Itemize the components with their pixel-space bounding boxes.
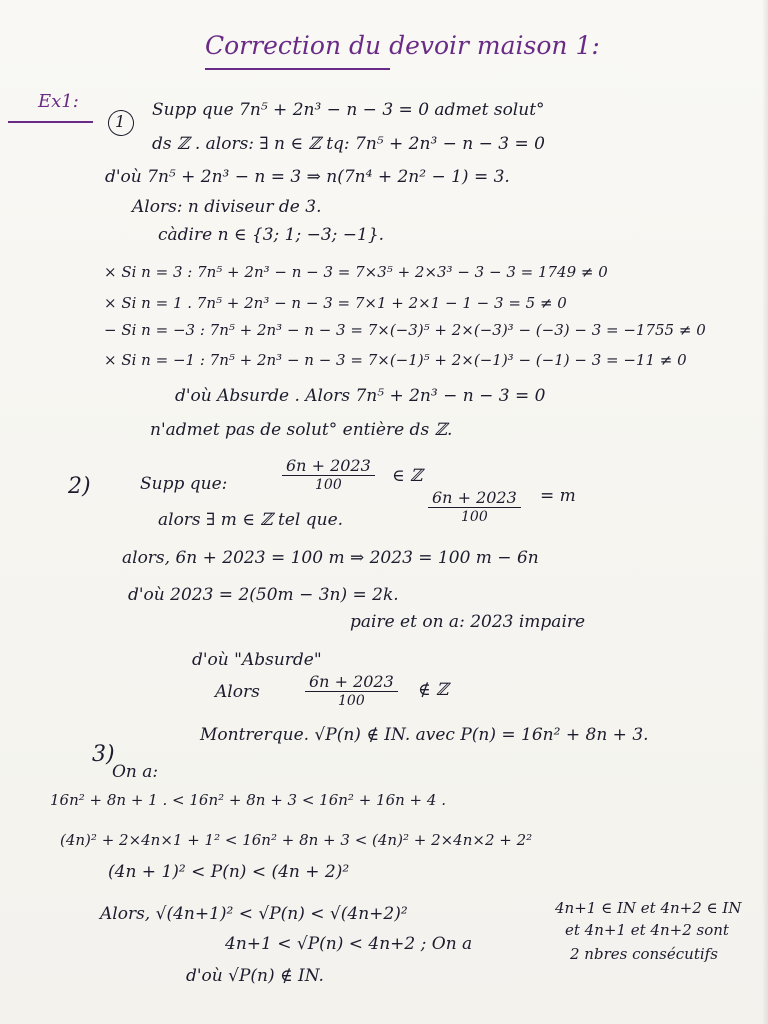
question-3-number: 3) [92, 742, 115, 767]
question-1-number: 1 [115, 112, 126, 131]
q3-line-6: Alors, √(4n+1)² < √P(n) < √(4n+2)² [100, 904, 408, 924]
page-edge-shadow [762, 0, 768, 1024]
q2-line-1-left: Supp que: [140, 474, 228, 494]
q1-line-1: Supp que 7n⁵ + 2n³ − n − 3 = 0 admet solut° [152, 100, 545, 120]
q2-line-4: d'où 2023 = 2(50m − 3n) = 2k. [128, 585, 399, 605]
q2-fraction-1-numerator: 6n + 2023 [282, 456, 375, 476]
q2-line-5: paire et on a: 2023 impaire [350, 612, 586, 632]
q2-line-2-left: alors ∃ m ∈ ℤ tel que. [158, 510, 344, 530]
q3-line-2: On a: [112, 762, 159, 782]
title-underline [205, 68, 390, 70]
q2-fraction-3 [305, 672, 398, 710]
q2-line-1-right: ∈ ℤ [392, 466, 423, 486]
q1-line-2: ds ℤ . alors: ∃ n ∈ ℤ tq: 7n⁵ + 2n³ − n − 3 = 0 [152, 134, 545, 154]
q3-side-note-1: 4n+1 ∈ IN et 4n+2 ∈ IN [555, 899, 742, 917]
page-title: Correction du devoir maison 1: [205, 31, 600, 60]
exercise-label: Ex1: [38, 91, 79, 112]
q3-side-note-3: 2 nbres consécutifs [570, 945, 718, 963]
q1-conclusion-2: n'admet pas de solut° entière ds ℤ. [150, 420, 453, 440]
q3-side-note-2: et 4n+1 et 4n+2 sont [565, 921, 729, 939]
q2-fraction-2-numerator: 6n + 2023 [428, 488, 521, 508]
q2-fraction-1-denominator: 100 [315, 477, 342, 493]
q2-line-3: alors, 6n + 2023 = 100 m ⇒ 2023 = 100 m − 6n [122, 548, 539, 568]
q3-line-5: (4n + 1)² < P(n) < (4n + 2)² [108, 862, 350, 882]
q3-line-7: 4n+1 < √P(n) < 4n+2 ; On a [225, 934, 473, 954]
q3-line-4: (4n)² + 2×4n×1 + 1² < 16n² + 8n + 3 < (4n)² + 2×4n×2 + 2² [60, 831, 533, 849]
q1-line-5: càdire n ∈ {3; 1; −3; −1}. [158, 225, 385, 245]
question-2-number: 2) [68, 474, 91, 499]
q1-case-3: − Si n = −3 : 7n⁵ + 2n³ − n − 3 = 7×(−3)⁵ + 2×(−3)³ − (−3) − 3 = −1755 ≠ 0 [104, 321, 706, 339]
q2-fraction-2-denominator: 100 [461, 509, 488, 525]
q2-fraction-1 [282, 456, 375, 494]
q3-line-8: d'où √P(n) ∉ IN. [186, 966, 324, 986]
q1-case-1: × Si n = 3 : 7n⁵ + 2n³ − n − 3 = 7×3⁵ + 2×3³ − 3 − 3 = 1749 ≠ 0 [104, 263, 608, 281]
q1-line-4: Alors: n diviseur de 3. [132, 197, 322, 217]
q1-line-3: d'où 7n⁵ + 2n³ − n = 3 ⇒ n(7n⁴ + 2n² − 1) = 3. [105, 167, 510, 187]
q1-conclusion-1: d'où Absurde . Alors 7n⁵ + 2n³ − n − 3 = 0 [175, 386, 546, 406]
q3-line-1: Montrerque. √P(n) ∉ IN. avec P(n) = 16n² + 8n + 3. [200, 725, 649, 745]
exercise-rule [8, 121, 93, 123]
q1-case-4: × Si n = −1 : 7n⁵ + 2n³ − n − 3 = 7×(−1)⁵ + 2×(−1)³ − (−1) − 3 = −11 ≠ 0 [104, 351, 687, 369]
q3-line-3: 16n² + 8n + 1 . < 16n² + 8n + 3 < 16n² + 16n + 4 . [50, 791, 446, 809]
q2-line-6: d'où "Absurde" [192, 650, 322, 670]
q2-line-7-left: Alors [215, 682, 260, 702]
q1-case-2: × Si n = 1 . 7n⁵ + 2n³ − n − 3 = 7×1 + 2×1 − 1 − 3 = 5 ≠ 0 [104, 294, 567, 312]
q2-line-2-right: = m [540, 486, 576, 506]
q2-line-7-right: ∉ ℤ [418, 680, 449, 700]
q2-fraction-3-numerator: 6n + 2023 [305, 672, 398, 692]
q2-fraction-3-denominator: 100 [338, 693, 365, 709]
q2-fraction-2 [428, 488, 521, 526]
